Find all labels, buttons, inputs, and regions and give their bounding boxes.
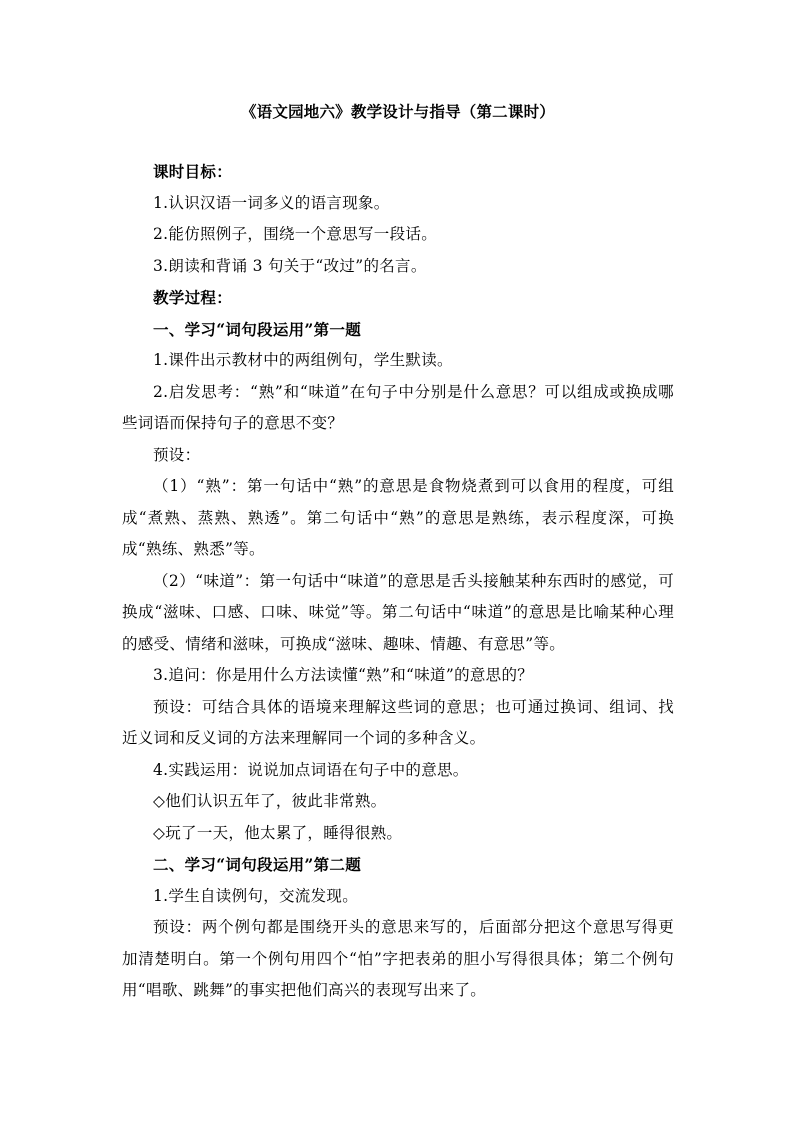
- paragraph-2: 2.能仿照例子，围绕一个意思写一段话。: [153, 225, 437, 243]
- paragraph-12: 预设：可结合具体的语境来理解这些词的意思；也可通过换词、组词、找近义词和反义词的方法来理解同一个词的多种含义。: [122, 697, 674, 747]
- paragraph-15: ◇玩了一天，他太累了，睡得很熟。: [153, 823, 403, 842]
- paragraph-7: 2.启发思考：“熟”和“味道”在句子中分别是什么意思？可以组成或换成哪些词语而保持句子的意思不变？: [122, 382, 674, 432]
- paragraph-18: 预设：两个例句都是围绕开头的意思来写的，后面部分把这个意思写得更加清楚明白。第一个例句用四个“怕”字把表弟的胆小写得很具体；第二个例句用“唱歌、跳舞”的事实把他们高兴的表现写出来了。: [122, 918, 674, 999]
- section-heading-1: 一、学习“词句段运用”第一题: [153, 319, 362, 339]
- paragraph-0: 课时目标：: [153, 162, 233, 181]
- paragraph-10: （2）“味道”：第一句话中“味道”的意思是舌头接触某种东西时的感觉，可换成“滋味、口感、口味、味觉”等。第二句话中“味道”的意思是比喻某种心理的感受、情绪和滋味，可换成“滋味、趣味、情趣、有意思”等。: [122, 571, 674, 653]
- paragraph-3: 3.朗读和背诵 3 句关于“改过”的名言。: [153, 256, 427, 275]
- paragraph-9: （1）“熟”：第一句话中“熟”的意思是食物烧煮到可以食用的程度，可组成“煮熟、蒸熟、熟透”。第二句话中“熟”的意思是熟练，表示程度深，可换成“熟练、熟悉”等。: [122, 477, 674, 558]
- paragraph-1: 1.认识汉语一词多义的语言现象。: [153, 193, 390, 212]
- paragraph-4: 教学过程：: [153, 288, 233, 307]
- paragraph-11: 3.追问：你是用什么方法读懂“熟”和“味道”的意思的？: [153, 666, 534, 684]
- document-title: 《语文园地六》教学设计与指导（第二课时）: [240, 102, 555, 121]
- paragraph-6: 1.课件出示教材中的两组例句，学生默读。: [153, 351, 453, 369]
- section-heading-2: 二、学习“词句段运用”第二题: [153, 855, 362, 874]
- paragraph-14: ◇他们认识五年了，彼此非常熟。: [153, 792, 387, 810]
- paragraph-13: 4.实践运用：说说加点词语在句子中的意思。: [153, 760, 469, 779]
- paragraph-17: 1.学生自读例句，交流发现。: [153, 886, 358, 905]
- paragraph-8: 预设：: [153, 445, 201, 464]
